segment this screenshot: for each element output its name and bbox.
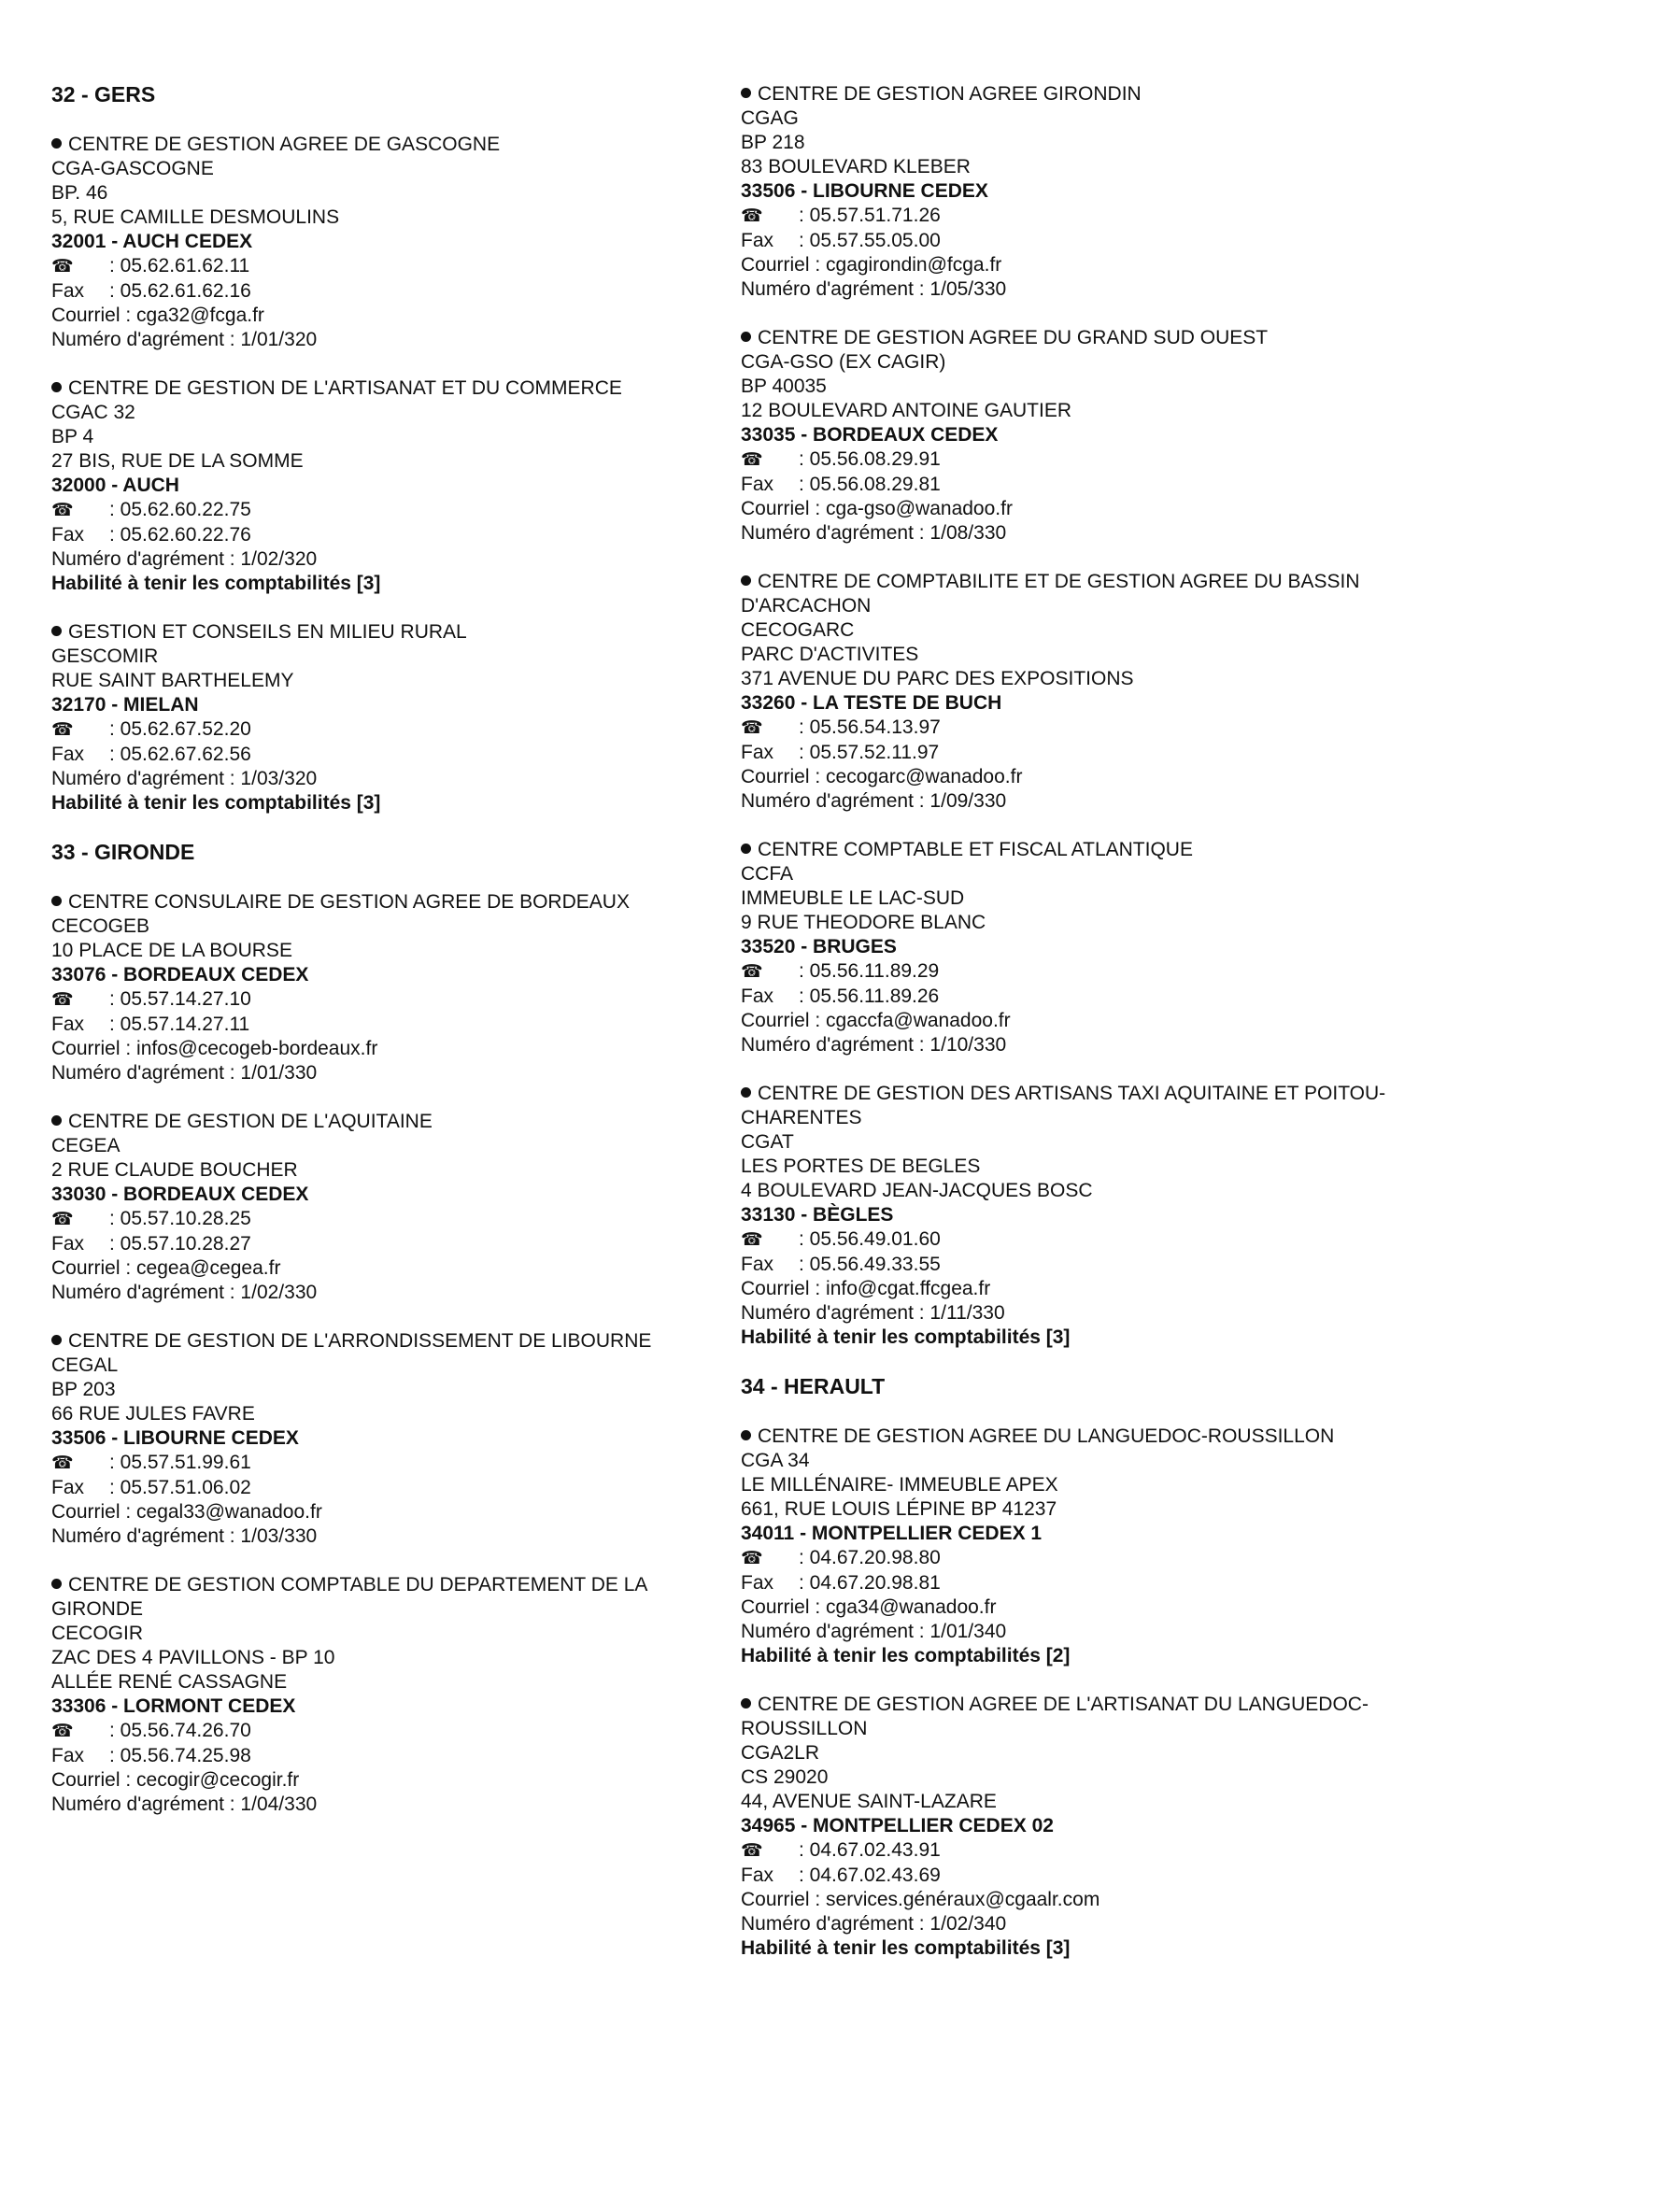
fax-line bbox=[741, 985, 1423, 1009]
address-line: 371 AVENUE DU PARC DES EXPOSITIONS bbox=[741, 668, 1134, 689]
agrement-line: Numéro d'agrément : 1/02/340 bbox=[741, 1913, 1007, 1935]
fax-label: Fax bbox=[741, 474, 774, 495]
bullet-icon bbox=[741, 88, 751, 98]
bullet-icon bbox=[741, 1698, 751, 1709]
directory-entry bbox=[741, 570, 1423, 814]
address-line: 9 RUE THEODORE BLANC bbox=[741, 912, 986, 933]
address-line: CCFA bbox=[741, 863, 794, 885]
bullet-icon bbox=[741, 575, 751, 586]
fax-number: : 05.57.52.11.97 bbox=[799, 742, 940, 763]
phone-line bbox=[741, 1546, 1423, 1571]
fax-label: Fax bbox=[741, 1572, 774, 1594]
phone-number: : 04.67.20.98.80 bbox=[799, 1547, 941, 1568]
agrement-line: Numéro d'agrément : 1/03/320 bbox=[51, 768, 318, 789]
phone-icon: ☎ bbox=[51, 1453, 74, 1473]
left-column bbox=[51, 82, 733, 1841]
fax-number: : 05.56.11.89.26 bbox=[799, 985, 940, 1007]
directory-entry bbox=[741, 1693, 1423, 1961]
phone-icon: ☎ bbox=[741, 450, 763, 470]
entry-name-line bbox=[741, 570, 1423, 618]
address-line: BP 203 bbox=[51, 1379, 116, 1400]
entry-name: CENTRE DE GESTION AGREE DU LANGUEDOC-ROUSSILLON bbox=[758, 1425, 1335, 1447]
bullet-icon bbox=[51, 1335, 62, 1345]
fax-label: Fax bbox=[51, 1477, 85, 1498]
fax-line bbox=[741, 229, 1423, 253]
phone-line bbox=[741, 1227, 1423, 1253]
city-line: 33030 - BORDEAUX CEDEX bbox=[51, 1184, 309, 1205]
entry-name: CENTRE DE GESTION DE L'ARRONDISSEMENT DE LIBOURNE bbox=[68, 1330, 652, 1352]
address-line: CECOGARC bbox=[741, 619, 855, 641]
habilite-line: Habilité à tenir les comptabilités [2] bbox=[741, 1645, 1071, 1666]
address-line: CEGAL bbox=[51, 1354, 119, 1376]
fax-number: : 05.56.74.25.98 bbox=[109, 1745, 251, 1766]
city-line: 33306 - LORMONT CEDEX bbox=[51, 1695, 296, 1717]
entry-name: CENTRE DE COMPTABILITE ET DE GESTION AGREE DU BASSIN D'ARCACHON bbox=[741, 571, 1360, 617]
city-line: 33130 - BÈGLES bbox=[741, 1204, 894, 1226]
bullet-icon bbox=[741, 844, 751, 854]
fax-number: : 04.67.20.98.81 bbox=[799, 1572, 941, 1594]
fax-number: : 05.56.08.29.81 bbox=[799, 474, 941, 495]
agrement-line: Numéro d'agrément : 1/01/320 bbox=[51, 329, 318, 350]
fax-number: : 05.57.14.27.11 bbox=[109, 1014, 250, 1035]
phone-line bbox=[51, 1719, 733, 1744]
phone-number: : 05.62.67.52.20 bbox=[109, 718, 251, 740]
address-line: PARC D'ACTIVITES bbox=[741, 644, 919, 665]
address-line: 2 RUE CLAUDE BOUCHER bbox=[51, 1159, 298, 1181]
fax-line bbox=[51, 1476, 733, 1500]
phone-number: : 05.62.60.22.75 bbox=[109, 499, 251, 520]
entry-name: CENTRE DE GESTION DES ARTISANS TAXI AQUITAINE ET POITOU-CHARENTES bbox=[741, 1083, 1386, 1128]
entry-name-line bbox=[741, 1693, 1423, 1741]
entry-name: CENTRE DE GESTION AGREE DE L'ARTISANAT DU LANGUEDOC-ROUSSILLON bbox=[741, 1694, 1369, 1739]
entry-name-line bbox=[51, 133, 733, 157]
address-line: BP 4 bbox=[51, 426, 94, 447]
bullet-icon bbox=[741, 1430, 751, 1440]
fax-number: : 05.56.49.33.55 bbox=[799, 1254, 941, 1275]
phone-icon: ☎ bbox=[51, 257, 74, 276]
phone-line bbox=[51, 987, 733, 1013]
address-line: CGA 34 bbox=[741, 1450, 810, 1471]
fax-number: : 05.62.60.22.76 bbox=[109, 524, 251, 546]
address-line: GESCOMIR bbox=[51, 645, 159, 667]
fax-label: Fax bbox=[51, 1014, 85, 1035]
directory-entry bbox=[741, 326, 1423, 546]
fax-line bbox=[51, 743, 733, 767]
right-column bbox=[741, 82, 1423, 1985]
agrement-line: Numéro d'agrément : 1/02/330 bbox=[51, 1282, 318, 1303]
phone-icon: ☎ bbox=[741, 1230, 763, 1250]
city-line: 33076 - BORDEAUX CEDEX bbox=[51, 964, 309, 985]
fax-number: : 05.62.61.62.16 bbox=[109, 280, 251, 302]
email-line: Courriel : cgaccfa@wanadoo.fr bbox=[741, 1010, 1011, 1031]
phone-number: : 05.56.49.01.60 bbox=[799, 1228, 941, 1250]
address-line: ALLÉE RENÉ CASSAGNE bbox=[51, 1671, 288, 1693]
email-line: Courriel : cga34@wanadoo.fr bbox=[741, 1596, 997, 1618]
bullet-icon bbox=[51, 896, 62, 906]
city-line: 33506 - LIBOURNE CEDEX bbox=[51, 1427, 299, 1449]
phone-number: : 05.57.51.99.61 bbox=[109, 1452, 251, 1473]
city-line: 34011 - MONTPELLIER CEDEX 1 bbox=[741, 1523, 1043, 1544]
address-line: CGA2LR bbox=[741, 1742, 820, 1764]
section-title: 34 - HERAULT bbox=[741, 1374, 886, 1398]
address-line: BP. 46 bbox=[51, 182, 108, 204]
phone-number: : 05.56.74.26.70 bbox=[109, 1720, 251, 1741]
phone-icon: ☎ bbox=[741, 1841, 763, 1861]
entry-name: CENTRE DE GESTION AGREE DE GASCOGNE bbox=[68, 134, 501, 155]
fax-line bbox=[51, 1744, 733, 1768]
habilite-line: Habilité à tenir les comptabilités [3] bbox=[741, 1937, 1071, 1959]
email-line: Courriel : services.généraux@cgaalr.com bbox=[741, 1889, 1100, 1910]
bullet-icon bbox=[51, 1115, 62, 1126]
fax-label: Fax bbox=[51, 524, 85, 546]
email-line: Courriel : cecogir@cecogir.fr bbox=[51, 1769, 300, 1791]
phone-line bbox=[51, 717, 733, 743]
agrement-line: Numéro d'agrément : 1/05/330 bbox=[741, 278, 1007, 300]
city-line: 32001 - AUCH CEDEX bbox=[51, 231, 253, 252]
phone-line bbox=[51, 1451, 733, 1476]
agrement-line: Numéro d'agrément : 1/09/330 bbox=[741, 790, 1007, 812]
fax-line bbox=[741, 1864, 1423, 1888]
fax-number: : 05.57.51.06.02 bbox=[109, 1477, 251, 1498]
phone-line bbox=[741, 447, 1423, 473]
address-line: 27 BIS, RUE DE LA SOMME bbox=[51, 450, 304, 472]
phone-icon: ☎ bbox=[51, 501, 74, 520]
fax-line bbox=[741, 741, 1423, 765]
bullet-icon bbox=[741, 1087, 751, 1098]
email-line: Courriel : info@cgat.ffcgea.fr bbox=[741, 1278, 991, 1299]
phone-icon: ☎ bbox=[741, 718, 763, 738]
phone-number: : 05.57.14.27.10 bbox=[109, 988, 251, 1010]
entry-name-line bbox=[741, 838, 1423, 862]
address-line: CGAC 32 bbox=[51, 402, 135, 423]
entry-name: CENTRE COMPTABLE ET FISCAL ATLANTIQUE bbox=[758, 839, 1193, 860]
agrement-line: Numéro d'agrément : 1/10/330 bbox=[741, 1034, 1007, 1056]
habilite-line: Habilité à tenir les comptabilités [3] bbox=[741, 1326, 1071, 1348]
address-line: 83 BOULEVARD KLEBER bbox=[741, 156, 971, 177]
phone-number: : 05.57.10.28.25 bbox=[109, 1208, 251, 1229]
entry-name-line bbox=[51, 1329, 733, 1354]
agrement-line: Numéro d'agrément : 1/04/330 bbox=[51, 1794, 318, 1815]
email-line: Courriel : cga-gso@wanadoo.fr bbox=[741, 498, 1013, 519]
fax-label: Fax bbox=[741, 230, 774, 251]
city-line: 32000 - AUCH bbox=[51, 475, 179, 496]
fax-label: Fax bbox=[741, 985, 774, 1007]
fax-label: Fax bbox=[51, 280, 85, 302]
phone-number: : 05.57.51.71.26 bbox=[799, 205, 941, 226]
address-line: 661, RUE LOUIS LÉPINE BP 41237 bbox=[741, 1498, 1057, 1520]
email-line: Courriel : cecogarc@wanadoo.fr bbox=[741, 766, 1023, 787]
bullet-icon bbox=[51, 626, 62, 636]
address-line: LES PORTES DE BEGLES bbox=[741, 1156, 981, 1177]
fax-number: : 05.62.67.62.56 bbox=[109, 744, 251, 765]
address-line: BP 218 bbox=[741, 132, 805, 153]
habilite-line: Habilité à tenir les comptabilités [3] bbox=[51, 792, 381, 814]
entry-name: CENTRE DE GESTION COMPTABLE DU DEPARTEMENT DE LA GIRONDE bbox=[51, 1574, 647, 1620]
address-line: CGA-GSO (EX CAGIR) bbox=[741, 351, 946, 373]
address-line: 4 BOULEVARD JEAN-JACQUES BOSC bbox=[741, 1180, 1093, 1201]
entry-name-line bbox=[51, 620, 733, 645]
address-line: LE MILLÉNAIRE- IMMEUBLE APEX bbox=[741, 1474, 1058, 1496]
address-line: IMMEUBLE LE LAC-SUD bbox=[741, 887, 965, 909]
directory-entry bbox=[51, 890, 733, 1085]
entry-name: CENTRE CONSULAIRE DE GESTION AGREE DE BORDEAUX bbox=[68, 891, 630, 913]
entry-name-line bbox=[741, 82, 1423, 106]
directory-entry bbox=[51, 620, 733, 815]
directory-entry bbox=[51, 1573, 733, 1817]
fax-line bbox=[51, 1013, 733, 1037]
city-line: 33260 - LA TESTE DE BUCH bbox=[741, 692, 1002, 714]
phone-icon: ☎ bbox=[51, 1210, 74, 1229]
address-line: 10 PLACE DE LA BOURSE bbox=[51, 940, 292, 961]
entry-name-line bbox=[51, 376, 733, 401]
directory-entry bbox=[51, 133, 733, 352]
email-line: Courriel : cegea@cegea.fr bbox=[51, 1257, 281, 1279]
bullet-icon bbox=[51, 1579, 62, 1589]
habilite-line: Habilité à tenir les comptabilités [3] bbox=[51, 573, 381, 594]
fax-line bbox=[51, 1232, 733, 1256]
directory-entry bbox=[741, 1082, 1423, 1350]
address-line: BP 40035 bbox=[741, 376, 827, 397]
address-line: CGAG bbox=[741, 107, 799, 129]
phone-icon: ☎ bbox=[741, 1549, 763, 1568]
phone-line bbox=[51, 1207, 733, 1232]
agrement-line: Numéro d'agrément : 1/02/320 bbox=[51, 548, 318, 570]
phone-line bbox=[51, 254, 733, 279]
entry-name: CENTRE DE GESTION AGREE GIRONDIN bbox=[758, 83, 1142, 105]
section-title: 33 - GIRONDE bbox=[51, 840, 195, 864]
city-line: 33520 - BRUGES bbox=[741, 936, 897, 957]
phone-number: : 04.67.02.43.91 bbox=[799, 1839, 941, 1861]
fax-label: Fax bbox=[741, 1254, 774, 1275]
entry-name: CENTRE DE GESTION DE L'ARTISANAT ET DU COMMERCE bbox=[68, 377, 622, 399]
bullet-icon bbox=[51, 138, 62, 149]
email-line: Courriel : infos@cecogeb-bordeaux.fr bbox=[51, 1038, 378, 1059]
address-line: ZAC DES 4 PAVILLONS - BP 10 bbox=[51, 1647, 335, 1668]
directory-entry bbox=[741, 838, 1423, 1057]
city-line: 33035 - BORDEAUX CEDEX bbox=[741, 424, 999, 446]
agrement-line: Numéro d'agrément : 1/01/330 bbox=[51, 1062, 318, 1084]
bullet-icon bbox=[741, 332, 751, 342]
address-line: 44, AVENUE SAINT-LAZARE bbox=[741, 1791, 997, 1812]
fax-label: Fax bbox=[741, 742, 774, 763]
fax-label: Fax bbox=[51, 744, 85, 765]
phone-icon: ☎ bbox=[51, 990, 74, 1010]
phone-icon: ☎ bbox=[741, 962, 763, 982]
agrement-line: Numéro d'agrément : 1/08/330 bbox=[741, 522, 1007, 544]
phone-line bbox=[741, 204, 1423, 229]
entry-name: CENTRE DE GESTION DE L'AQUITAINE bbox=[68, 1111, 433, 1132]
fax-line bbox=[51, 523, 733, 547]
phone-number: : 05.56.54.13.97 bbox=[799, 716, 941, 738]
bullet-icon bbox=[51, 382, 62, 392]
entry-name-line bbox=[51, 1573, 733, 1622]
directory-entry bbox=[741, 82, 1423, 302]
fax-line bbox=[51, 279, 733, 304]
phone-number: : 05.56.11.89.29 bbox=[799, 960, 940, 982]
fax-number: : 05.57.10.28.27 bbox=[109, 1233, 251, 1255]
email-line: Courriel : cga32@fcga.fr bbox=[51, 305, 264, 326]
address-line: CECOGEB bbox=[51, 915, 150, 937]
address-line: CEGEA bbox=[51, 1135, 121, 1156]
phone-line bbox=[741, 1838, 1423, 1864]
address-line: RUE SAINT BARTHELEMY bbox=[51, 670, 294, 691]
phone-icon: ☎ bbox=[51, 1722, 74, 1741]
fax-label: Fax bbox=[741, 1865, 774, 1886]
phone-line bbox=[51, 498, 733, 523]
fax-line bbox=[741, 473, 1423, 497]
directory-entry bbox=[51, 1110, 733, 1305]
agrement-line: Numéro d'agrément : 1/01/340 bbox=[741, 1621, 1007, 1642]
entry-name: CENTRE DE GESTION AGREE DU GRAND SUD OUEST bbox=[758, 327, 1269, 348]
city-line: 32170 - MIELAN bbox=[51, 694, 199, 716]
fax-line bbox=[741, 1253, 1423, 1277]
address-line: 5, RUE CAMILLE DESMOULINS bbox=[51, 206, 340, 228]
fax-number: : 04.67.02.43.69 bbox=[799, 1865, 941, 1886]
address-line: 12 BOULEVARD ANTOINE GAUTIER bbox=[741, 400, 1071, 421]
agrement-line: Numéro d'agrément : 1/11/330 bbox=[741, 1302, 1005, 1324]
phone-icon: ☎ bbox=[51, 720, 74, 740]
phone-icon: ☎ bbox=[741, 206, 763, 226]
entry-name-line bbox=[51, 890, 733, 915]
entry-name-line bbox=[51, 1110, 733, 1134]
directory-entry bbox=[51, 376, 733, 596]
address-line: CS 29020 bbox=[741, 1766, 829, 1788]
entry-name-line bbox=[741, 1425, 1423, 1449]
entry-name: GESTION ET CONSEILS EN MILIEU RURAL bbox=[68, 621, 467, 643]
email-line: Courriel : cegal33@wanadoo.fr bbox=[51, 1501, 322, 1523]
fax-label: Fax bbox=[51, 1233, 85, 1255]
entry-name-line bbox=[741, 326, 1423, 350]
address-line: CGA-GASCOGNE bbox=[51, 158, 214, 179]
fax-number: : 05.57.55.05.00 bbox=[799, 230, 941, 251]
email-line: Courriel : cgagirondin@fcga.fr bbox=[741, 254, 1002, 276]
address-line: 66 RUE JULES FAVRE bbox=[51, 1403, 255, 1425]
agrement-line: Numéro d'agrément : 1/03/330 bbox=[51, 1525, 318, 1547]
address-line: CECOGIR bbox=[51, 1623, 144, 1644]
phone-line bbox=[741, 716, 1423, 741]
directory-entry bbox=[51, 1329, 733, 1549]
city-line: 34965 - MONTPELLIER CEDEX 02 bbox=[741, 1815, 1054, 1836]
section-title: 32 - GERS bbox=[51, 82, 156, 106]
fax-label: Fax bbox=[51, 1745, 85, 1766]
phone-line bbox=[741, 959, 1423, 985]
fax-line bbox=[741, 1571, 1423, 1595]
phone-number: : 05.56.08.29.91 bbox=[799, 448, 941, 470]
city-line: 33506 - LIBOURNE CEDEX bbox=[741, 180, 988, 202]
phone-number: : 05.62.61.62.11 bbox=[109, 255, 250, 276]
address-line: CGAT bbox=[741, 1131, 794, 1153]
entry-name-line bbox=[741, 1082, 1423, 1130]
directory-entry bbox=[741, 1425, 1423, 1668]
